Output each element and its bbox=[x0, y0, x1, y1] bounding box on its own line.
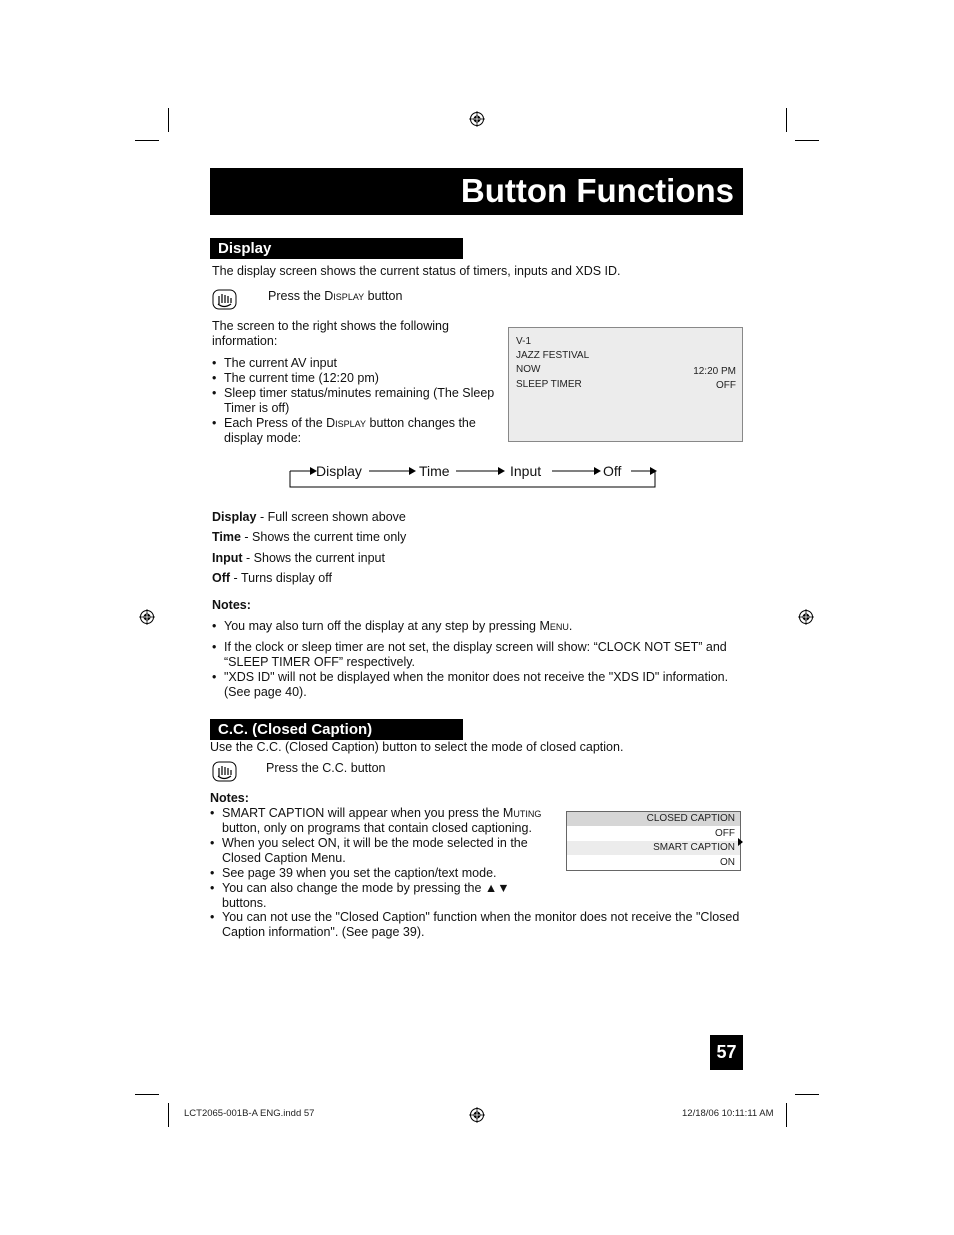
arrow-right-icon bbox=[409, 467, 416, 475]
note-text: button, only on programs that contain closed captioning. bbox=[222, 821, 532, 835]
notes-heading: Notes: bbox=[212, 598, 251, 612]
note-text: See page 39 when you set the caption/text mode. bbox=[222, 866, 497, 880]
crop-mark bbox=[135, 1094, 159, 1095]
mode-term: Input bbox=[212, 551, 243, 565]
mode-term: Off bbox=[212, 571, 231, 585]
mode-description bbox=[212, 530, 406, 545]
footer-file: LCT2065-001B-A ENG.indd 57 bbox=[184, 1108, 315, 1119]
list-item-text: Timer is off) bbox=[224, 401, 290, 415]
arrow-right-icon bbox=[594, 467, 601, 475]
cc-intro: Use the C.C. (Closed Caption) button to select the mode of closed caption. bbox=[210, 740, 624, 754]
note-text: “SLEEP TIMER OFF” respectively. bbox=[224, 655, 416, 669]
screen-time: 12:20 PM bbox=[693, 366, 736, 377]
muting-key-label: Muting bbox=[502, 806, 542, 820]
mode-desc: - Turns display off bbox=[230, 571, 332, 585]
hand-press-icon bbox=[212, 760, 238, 784]
note-text: buttons. bbox=[222, 896, 267, 910]
cursor-arrow-icon bbox=[737, 837, 745, 847]
page-title: Button Functions bbox=[460, 172, 734, 209]
flow-step-off: Off bbox=[603, 463, 622, 479]
note-text: Closed Caption Menu. bbox=[222, 851, 346, 865]
flow-step-display: Display bbox=[316, 463, 362, 479]
display-screen-mockup bbox=[508, 327, 743, 442]
note-text: Caption information". (See page 39). bbox=[222, 925, 425, 939]
footer-timestamp: 12/18/06 10:11:11 AM bbox=[682, 1108, 774, 1119]
press-prefix: Press the bbox=[268, 289, 325, 303]
screen-program: JAZZ FESTIVAL bbox=[516, 350, 590, 361]
mode-description bbox=[212, 571, 332, 586]
registration-mark-icon bbox=[469, 1107, 485, 1123]
note-text: (See page 40). bbox=[224, 685, 307, 699]
note-text bbox=[224, 619, 572, 634]
flow-step-time: Time bbox=[419, 463, 450, 479]
section-heading-display: Display bbox=[210, 238, 463, 259]
cc-menu-option-smart: SMART CAPTION bbox=[567, 841, 740, 855]
list-item-text: The current AV input bbox=[224, 356, 338, 370]
page-title-bar bbox=[210, 168, 743, 215]
cc-menu-option-off: OFF bbox=[567, 827, 740, 841]
menu-key-label: Menu bbox=[539, 619, 569, 633]
note-text: You can not use the "Closed Caption" function when the monitor does not receive the "Closed bbox=[222, 910, 740, 924]
screen-sleep-label: SLEEP TIMER bbox=[516, 379, 582, 390]
b4-prefix: Each Press of the bbox=[224, 416, 327, 430]
registration-mark-icon bbox=[469, 111, 485, 127]
crop-mark bbox=[795, 140, 819, 141]
cc-menu-header: CLOSED CAPTION bbox=[567, 812, 740, 826]
mode-description bbox=[212, 551, 385, 566]
mode-desc: - Shows the current time only bbox=[240, 530, 407, 544]
mode-description bbox=[212, 510, 406, 525]
registration-mark-icon bbox=[139, 609, 155, 625]
mode-term: Time bbox=[212, 530, 241, 544]
note-suffix: . bbox=[568, 619, 573, 633]
notes-heading: Notes: bbox=[210, 791, 249, 805]
note-prefix: You may also turn off the display at any step by pressing bbox=[224, 619, 540, 633]
mode-desc: - Full screen shown above bbox=[256, 510, 406, 524]
screen-desc: information: bbox=[212, 334, 278, 348]
arrow-right-icon bbox=[498, 467, 505, 475]
screen-input: V-1 bbox=[516, 336, 532, 347]
crop-mark bbox=[135, 140, 159, 141]
crop-mark bbox=[168, 1103, 169, 1127]
note-text: When you select ON, it will be the mode selected in the bbox=[222, 836, 528, 850]
closed-caption-menu-mockup bbox=[566, 811, 741, 871]
flow-step-input: Input bbox=[510, 463, 542, 479]
list-item-text bbox=[224, 416, 476, 431]
mode-desc: - Shows the current input bbox=[242, 551, 385, 565]
cc-menu-option-on: ON bbox=[567, 856, 740, 870]
crop-mark bbox=[786, 1103, 787, 1127]
registration-mark-icon bbox=[798, 609, 814, 625]
crop-mark bbox=[786, 108, 787, 132]
list-item-text: display mode: bbox=[224, 431, 302, 445]
display-press-instruction bbox=[268, 289, 402, 304]
crop-mark bbox=[168, 108, 169, 132]
note-text: You can also change the mode by pressing the ▲▼ bbox=[222, 881, 510, 895]
note-text: If the clock or sleep timer are not set, the display screen will show: “CLOCK NOT SET” and bbox=[224, 640, 727, 654]
hand-press-icon bbox=[212, 288, 238, 312]
page-number: 57 bbox=[710, 1035, 743, 1070]
list-item-text: The current time (12:20 pm) bbox=[224, 371, 379, 385]
display-intro: The display screen shows the current status of timers, inputs and XDS ID. bbox=[212, 264, 621, 278]
mode-term: Display bbox=[212, 510, 257, 524]
crop-mark bbox=[795, 1094, 819, 1095]
screen-now: NOW bbox=[516, 364, 541, 375]
cc-press-instruction: Press the C.C. button bbox=[266, 761, 386, 775]
display-key-label: Display bbox=[326, 416, 367, 430]
section-heading-closed-caption: C.C. (Closed Caption) bbox=[210, 719, 463, 740]
press-suffix: button bbox=[364, 289, 403, 303]
screen-sleep-value: OFF bbox=[716, 380, 736, 391]
list-item-text: Sleep timer status/minutes remaining (The Sleep bbox=[224, 386, 495, 400]
b4-suffix: button changes the bbox=[366, 416, 476, 430]
arrow-right-icon bbox=[650, 467, 657, 475]
note-prefix: SMART CAPTION will appear when you press the bbox=[222, 806, 503, 820]
display-key-label: Display bbox=[324, 289, 365, 303]
screen-desc: The screen to the right shows the following bbox=[212, 319, 449, 333]
note-text bbox=[222, 806, 541, 821]
note-text: "XDS ID" will not be displayed when the monitor does not receive the "XDS ID" information. bbox=[224, 670, 729, 684]
